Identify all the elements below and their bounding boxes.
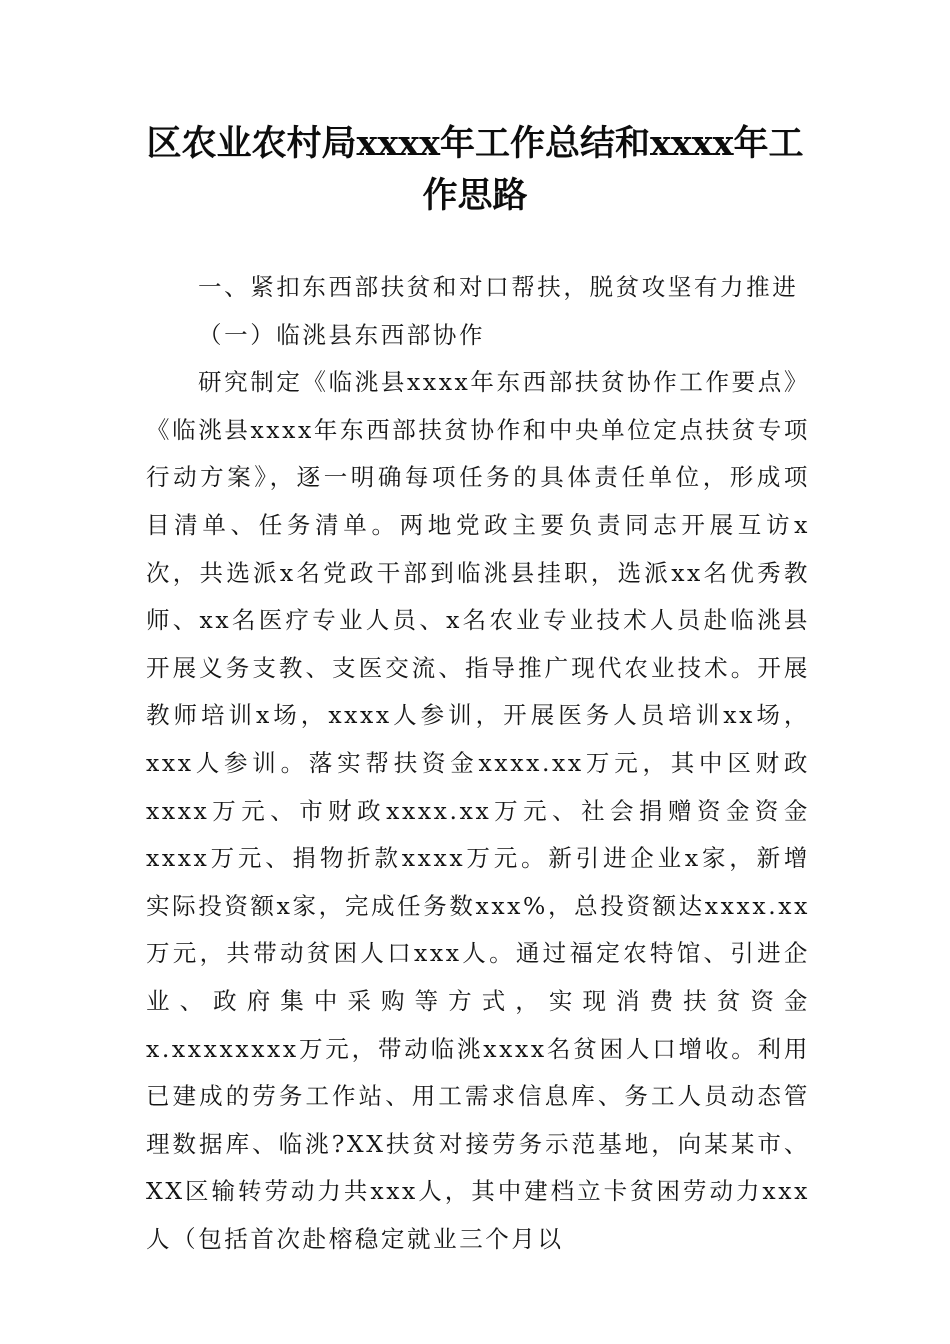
document-body: [146, 264, 810, 1263]
subsection-heading: （一）临洮县东西部协作: [198, 320, 486, 349]
document-title: 区农业农村局xxxx年工作总结和xxxx年工作思路: [146, 123, 804, 216]
section-heading: 一、紧扣东西部扶贫和对口帮扶，脱贫攻坚有力推进: [198, 273, 799, 301]
body-paragraph: 研究制定《临洮县xxxx年东西部扶贫协作工作要点》《临洮县xxxx年东西部扶贫协作和中央单位定点扶贫专项行动方案》，逐一明确每项任务的具体责任单位，形成项目清单、任务清单。两地党政主要负责同志开展互访x次，共选派x名党政干部到临洮县挂职，选派xx名优秀教师、xx名医疗专业人员、x名农业专业技术人员赴临洮县开展义务支教、支医交流、指导推广现代农业技术。开展教师培训x场，xxxx人参训，开展医务人员培训xx场，xxx人参训。落实帮扶资金xxxx.xx万元，其中区财政xxxx万元、市财政xxxx.xx万元、社会捐赠资金资金xxxx万元、捐物折款xxxx万元。新引进企业x家，新增实际投资额x家，完成任务数xxx%，总投资额达xxxx.xx万元，共带动贫困人口xxx人。通过福定农特馆、引进企业、政府集中采购等方式，实现消费扶贫资金x.xxxxxxxx万元，带动临洮xxxx名贫困人口增收。利用已建成的劳务工作站、用工需求信息库、务工人员动态管理数据库、临洮?XX扶贫对接劳务示范基地，向某某市、XX区输转劳动力共xxx人，其中建档立卡贫困劳动力xxx人（包括首次赴榕稳定就业三个月以: [146, 368, 810, 1253]
